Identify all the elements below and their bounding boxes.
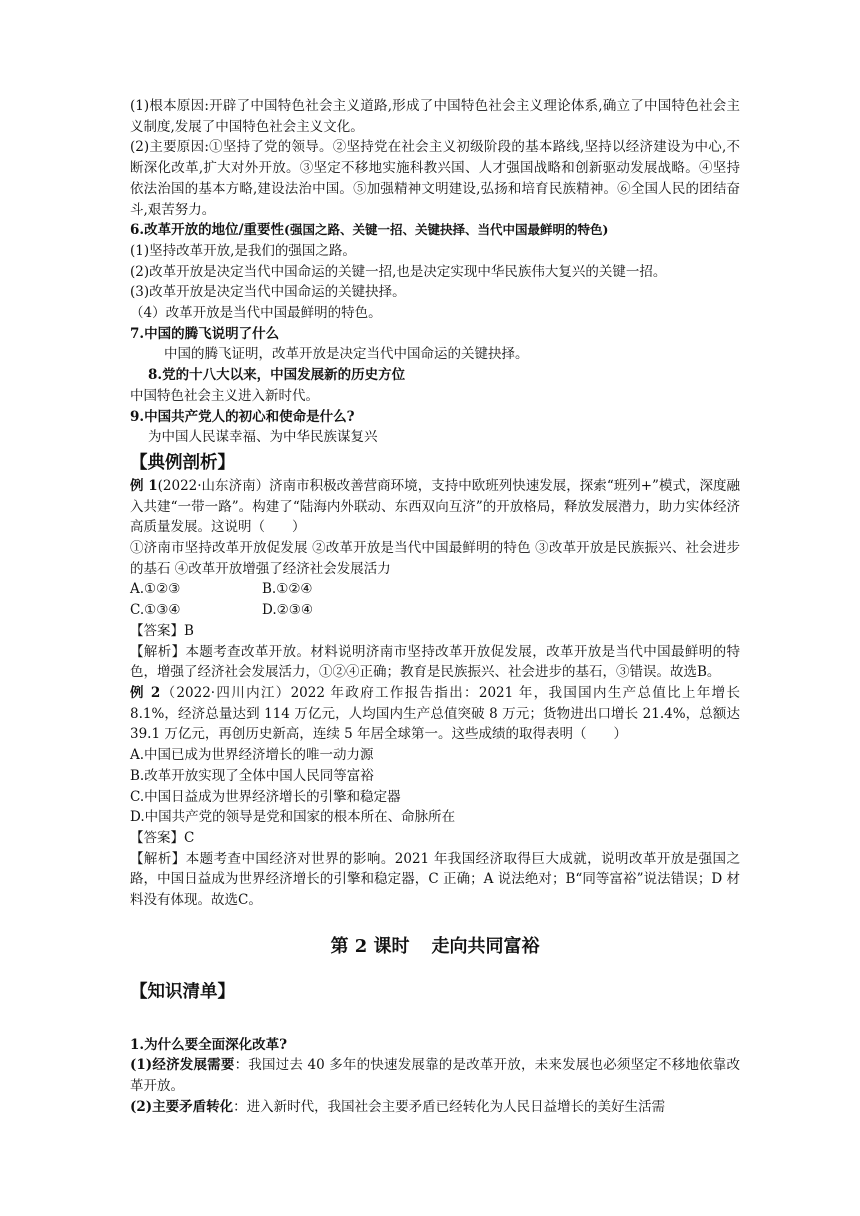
- knowledge-1-item-2: [130, 1097, 740, 1118]
- point-6-item-2: (2)改革开放是决定当代中国命运的关键一招,也是决定实现中华民族伟大复兴的关键一招。: [130, 263, 667, 280]
- knowledge-1-item-1: [130, 1055, 740, 1096]
- spacer: [130, 961, 740, 977]
- point-9-text: 为中国人民谋幸福、为中华民族谋复兴: [148, 429, 378, 446]
- spacer: [130, 1005, 740, 1035]
- point-6-note: (强国之路、关键一招、关键抉择、当代中国最鲜明的特色): [284, 222, 609, 238]
- example-2-analysis: 【解析】本题考查中国经济对世界的影响。2021 年我国经济取得巨大成就，说明改革开放是强国之路，中国日益成为世界经济增长的引擎和稳定器，C 正确；A 说法绝对；B“同等富裕”说法错误；D 材料没有体现。故选C。: [130, 850, 740, 909]
- example-1-options-row-2: [130, 600, 740, 621]
- root-cause-paragraph: (1)根本原因:开辟了中国特色社会主义道路,形成了中国特色社会主义理论体系,确立了中国特色社会主义制度,发展了中国特色社会主义文化。: [130, 98, 740, 135]
- point-7-text: 中国的腾飞证明，改革开放是决定当代中国命运的关键抉择。: [164, 346, 529, 363]
- knowledge-1-item-2-text: ：进入新时代，我国社会主要矛盾已经转化为人民日益增长的美好生活需: [233, 1098, 666, 1115]
- point-6-item-1: (1)坚持改革开放,是我们的强国之路。: [130, 242, 356, 259]
- example-1-items: ①济南市坚持改革开放促发展 ②改革开放是当代中国最鲜明的特色 ③改革开放是民族振兴、社会进步的基石 ④改革开放增强了经济社会发展活力: [130, 540, 740, 577]
- example-1-stem: [130, 476, 740, 538]
- document-body: [130, 96, 740, 1118]
- point-6-heading: [130, 220, 740, 241]
- example-2-option-c: C.中国日益成为世界经济增长的引擎和稳定器: [130, 788, 401, 805]
- example-2-answer: 【答案】C: [130, 829, 195, 846]
- example-2-label: 例 2: [130, 684, 161, 701]
- example-1-label: 例 1: [130, 477, 158, 494]
- knowledge-1-item-2-label: (2)主要矛盾转化: [130, 1098, 234, 1115]
- example-1-text: (2022·山东济南）济南市积极改善营商环境，支持中欧班列快速发展，探索“班列+”模式，深度融入共建“一带一路”。构建了“陆海内外联动、东西双向互济”的开放格局，释放发展潜力，助力实体经济高质量发展。这说明（ ）: [130, 477, 741, 536]
- knowledge-1-item-1-text: ：我国过去 40 多年的快速发展靠的是改革开放，未来发展也必须坚定不移地依靠改革开放。: [130, 1057, 740, 1095]
- knowledge-1-heading: 1.为什么要全面深化改革?: [130, 1036, 288, 1053]
- point-8-heading: 8.党的十八大以来，中国发展新的历史方位: [148, 367, 406, 384]
- lesson-name: 走向共同富裕: [431, 935, 540, 957]
- example-2-option-d: D.中国共产党的领导是党和国家的根本所在、命脉所在: [130, 809, 456, 826]
- example-1-options-row-1: [130, 579, 740, 600]
- example-1-option-a: A.①②③: [130, 581, 181, 598]
- point-7-heading: 7.中国的腾飞说明了什么: [130, 325, 280, 342]
- example-1-analysis: 【解析】本题考查改革开放。材料说明济南市坚持改革开放促发展，改革开放是当代中国最鲜明的特色，增强了经济社会发展活力，①②④正确；教育是民族振兴、社会进步的基石，③错误。故选B。: [130, 643, 740, 681]
- point-9-heading: 9.中国共产党人的初心和使命是什么?: [130, 408, 355, 425]
- example-1-option-b: B.①②④: [262, 581, 313, 598]
- main-reason-paragraph: (2)主要原因:①坚持了党的领导。②坚持党在社会主义初级阶段的基本路线,坚持以经济建设为中心,不断深化改革,扩大对外开放。③坚定不移地实施科教兴国、人才强国战略和创新驱动发展战略。④坚持依法治国的基本方略,建设法治中国。⑤加强精神文明建设,弘扬和培育民族精神。⑥全国人民的团结奋斗,艰苦努力。: [130, 139, 740, 218]
- knowledge-1-item-1-label: (1)经济发展需要: [130, 1057, 235, 1074]
- example-1-option-d: D.②③④: [262, 602, 313, 619]
- spacer: [130, 911, 740, 927]
- example-2-option-a: A.中国已成为世界经济增长的唯一动力源: [130, 747, 374, 764]
- point-6-item-4: （4）改革开放是当代中国最鲜明的特色。: [130, 305, 382, 322]
- lesson-number: 第 2 课时: [330, 935, 410, 957]
- lesson-title: [130, 933, 740, 961]
- example-1-option-c: C.①③④: [130, 602, 181, 619]
- example-2-option-b: B.改革开放实现了全体中国人民同等富裕: [130, 767, 374, 784]
- point-6-title: 6.改革开放的地位/重要性: [130, 222, 285, 239]
- example-2-stem: [130, 683, 740, 745]
- example-1-answer: 【答案】B: [130, 622, 194, 639]
- section-knowledge-heading: 【知识清单】: [130, 981, 235, 1002]
- point-8-text: 中国特色社会主义进入新时代。: [130, 387, 319, 404]
- example-2-text: （2022·四川内江）2022 年政府工作报告指出：2021 年，我国国内生产总值比上年增长 8.1%，经济总量达到 114 万亿元，人均国内生产总值突破 8 万元；货物进出口增长 21.4%，总额达 39.1 万亿元，再创历史新高，连续 5 年居全球第一。这些成绩的取得表明（ ）: [130, 684, 740, 743]
- point-6-item-3: (3)改革开放是决定当代中国命运的关键抉择。: [130, 284, 406, 301]
- section-examples-heading: 【典例剖析】: [130, 452, 235, 473]
